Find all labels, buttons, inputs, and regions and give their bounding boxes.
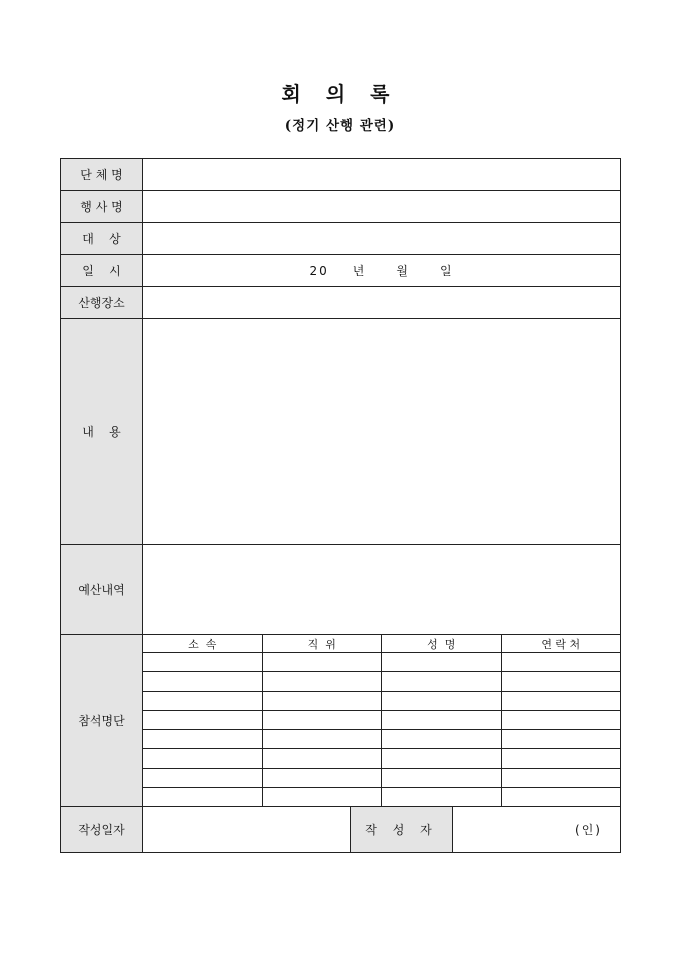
column-contact: 연 락 처	[541, 637, 581, 651]
table-row	[143, 788, 620, 806]
column-position: 직 위	[263, 635, 383, 652]
target-field[interactable]	[143, 223, 620, 254]
datetime-row	[61, 255, 620, 287]
contact-cell[interactable]	[502, 692, 621, 710]
table-row	[143, 653, 620, 672]
event-name-row	[61, 191, 620, 223]
name-cell[interactable]	[382, 653, 502, 671]
datetime-label: 일 시	[61, 255, 143, 286]
table-row	[143, 769, 620, 788]
position-cell[interactable]	[263, 672, 383, 690]
attendance-row	[61, 635, 620, 807]
place-field[interactable]	[143, 287, 620, 318]
contact-cell[interactable]	[502, 653, 621, 671]
budget-label: 예산내역	[61, 545, 143, 634]
group-name-row	[61, 159, 620, 191]
content-label: 내 용	[61, 319, 143, 544]
date-prefix: 20	[309, 263, 329, 278]
name-cell[interactable]	[382, 711, 502, 729]
place-label: 산행장소	[61, 287, 143, 318]
place-row	[61, 287, 620, 319]
position-cell[interactable]	[263, 730, 383, 748]
datetime-field[interactable]	[143, 255, 620, 286]
contact-cell[interactable]	[502, 749, 621, 767]
affiliation-cell[interactable]	[143, 730, 263, 748]
contact-cell[interactable]	[502, 672, 621, 690]
table-row	[143, 672, 620, 691]
event-name-label: 행 사 명	[61, 191, 143, 222]
affiliation-cell[interactable]	[143, 692, 263, 710]
writer-field[interactable]	[453, 807, 620, 852]
table-row	[143, 730, 620, 749]
position-cell[interactable]	[263, 692, 383, 710]
affiliation-cell[interactable]	[143, 672, 263, 690]
affiliation-cell[interactable]	[143, 749, 263, 767]
seal-mark: (인)	[575, 823, 602, 837]
affiliation-cell[interactable]	[143, 653, 263, 671]
contact-cell[interactable]	[502, 769, 621, 787]
date-year-unit: 년	[352, 264, 367, 278]
content-field[interactable]	[143, 319, 620, 544]
group-name-label: 단 체 명	[61, 159, 143, 190]
position-cell[interactable]	[263, 711, 383, 729]
date-day-unit: 일	[439, 264, 454, 278]
contact-cell[interactable]	[502, 730, 621, 748]
position-cell[interactable]	[263, 653, 383, 671]
affiliation-cell[interactable]	[143, 769, 263, 787]
target-row	[61, 223, 620, 255]
column-affiliation: 소 속	[143, 635, 263, 652]
budget-field[interactable]	[143, 545, 620, 634]
name-cell[interactable]	[382, 692, 502, 710]
table-row	[143, 692, 620, 711]
writer-label: 작 성 자	[351, 807, 453, 852]
affiliation-cell[interactable]	[143, 711, 263, 729]
contact-cell[interactable]	[502, 788, 621, 806]
name-cell[interactable]	[382, 769, 502, 787]
attendance-label: 참석명단	[61, 635, 143, 806]
attendance-table	[143, 635, 620, 806]
meeting-minutes-form	[60, 158, 621, 853]
attendance-header	[143, 635, 620, 653]
name-cell[interactable]	[382, 788, 502, 806]
target-label: 대 상	[61, 223, 143, 254]
budget-row	[61, 545, 620, 635]
writing-date-label: 작성일자	[61, 807, 143, 852]
footer-row	[61, 807, 620, 852]
date-month-unit: 월	[396, 264, 410, 278]
writing-date-field[interactable]	[143, 807, 351, 852]
event-name-field[interactable]	[143, 191, 620, 222]
name-cell[interactable]	[382, 672, 502, 690]
document-title: 회 의 록	[281, 82, 399, 106]
name-cell[interactable]	[382, 730, 502, 748]
group-name-field[interactable]	[143, 159, 620, 190]
position-cell[interactable]	[263, 769, 383, 787]
column-name: 성 명	[382, 635, 502, 652]
position-cell[interactable]	[263, 749, 383, 767]
position-cell[interactable]	[263, 788, 383, 806]
contact-cell[interactable]	[502, 711, 621, 729]
table-row	[143, 749, 620, 768]
document-subtitle: (정기 산행 관련)	[284, 118, 396, 134]
name-cell[interactable]	[382, 749, 502, 767]
affiliation-cell[interactable]	[143, 788, 263, 806]
content-row	[61, 319, 620, 545]
table-row	[143, 711, 620, 730]
